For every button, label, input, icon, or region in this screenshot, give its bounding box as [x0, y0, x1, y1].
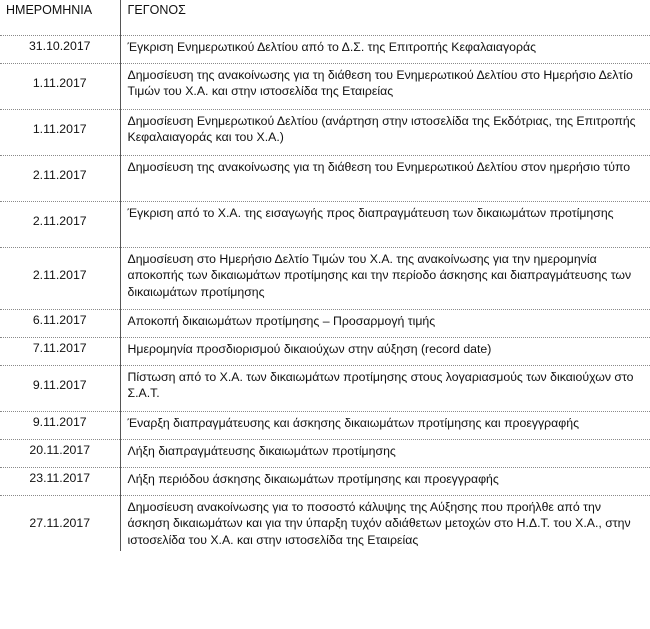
header-row	[0, 0, 650, 28]
row-event: Λήξη περιόδου άσκησης δικαιωμάτων προτίμησης και προεγγραφής	[120, 467, 650, 489]
row-event: Δημοσίευση Ενημερωτικού Δελτίου (ανάρτηση στην ιστοσελίδα της Εκδότριας, της Επιτροπής Κεφαλαιαγοράς και του Χ.Α.)	[120, 109, 650, 149]
row-event: Αποκοπή δικαιωμάτων προτίμησης – Προσαρμογή τιμής	[120, 309, 650, 331]
table-row	[0, 309, 650, 331]
row-date: 23.11.2017	[29, 471, 91, 485]
row-date: 27.11.2017	[29, 516, 91, 530]
row-date: 9.11.2017	[32, 415, 87, 429]
row-date: 31.10.2017	[28, 39, 91, 53]
row-date: 1.11.2017	[32, 76, 87, 90]
table-row	[0, 337, 650, 359]
row-event: Έγκριση από το Χ.Α. της εισαγωγής προς διαπραγμάτευση των δικαιωμάτων προτίμησης	[120, 201, 650, 241]
row-event: Ημερομηνία προσδιορισμού δικαιούχων στην αύξηση (record date)	[120, 337, 650, 359]
table-row	[0, 439, 650, 461]
row-event: Πίστωση από το Χ.Α. των δικαιωμάτων προτίμησης στους λογαριασμούς των δικαιούχων στο Σ.Α.Τ.	[120, 365, 650, 405]
row-date: 2.11.2017	[32, 268, 87, 282]
table-row	[0, 411, 650, 433]
table-row	[0, 365, 650, 405]
row-event: Δημοσίευση στο Ημερήσιο Δελτίο Τιμών του Χ.Α. της ανακοίνωσης για την ημερομηνία αποκοπής των δικαιωμάτων προτίμησης και την περίοδο άσκησης και διαπραγμάτευσης των δικαιωμάτων προτίμησης	[120, 247, 650, 303]
row-event: Έναρξη διαπραγμάτευσης και άσκησης δικαιωμάτων προτίμησης και προεγγραφής	[120, 411, 650, 433]
table-row	[0, 201, 650, 241]
date-column-header: ΗΜΕΡΟΜΗΝΙΑ	[6, 3, 93, 17]
table-row	[0, 495, 650, 551]
row-event: Δημοσίευση της ανακοίνωσης για τη διάθεση του Ενημερωτικού Δελτίου στον ημερήσιο τύπο	[120, 155, 650, 195]
row-event: Έγκριση Ενημερωτικού Δελτίου από το Δ.Σ. της Επιτροπής Κεφαλαιαγοράς	[120, 35, 650, 57]
row-date: 2.11.2017	[32, 168, 87, 182]
table-row	[0, 63, 650, 103]
row-event: Δημοσίευση της ανακοίνωσης για τη διάθεση του Ενημερωτικού Δελτίου στο Ημερήσιο Δελτίο Τιμών του Χ.Α. και στην ιστοσελίδα της Εταιρείας	[120, 63, 650, 103]
header-separator	[0, 28, 650, 35]
row-date: 6.11.2017	[32, 313, 87, 327]
row-event: Δημοσίευση ανακοίνωσης για το ποσοστό κάλυψης της Αύξησης που προήλθε από την άσκηση δικαιωμάτων και για την ύπαρξη τυχόν αδιάθετων μετοχών στο Η.Δ.Τ. του Χ.Α., στην ιστοσελίδα του Χ.Α. και στην ιστοσελίδα της Εταιρείας	[120, 495, 650, 551]
row-date: 2.11.2017	[32, 214, 87, 228]
row-date: 20.11.2017	[29, 443, 91, 457]
event-column-header: ΓΕΓΟΝΟΣ	[120, 0, 650, 28]
table-row	[0, 109, 650, 149]
row-event: Λήξη διαπραγμάτευσης δικαιωμάτων προτίμησης	[120, 439, 650, 461]
row-date: 7.11.2017	[32, 341, 87, 355]
table-row	[0, 467, 650, 489]
table-row	[0, 35, 650, 57]
table-row	[0, 155, 650, 195]
row-date: 9.11.2017	[32, 378, 87, 392]
table-row	[0, 247, 650, 303]
row-date: 1.11.2017	[32, 122, 87, 136]
